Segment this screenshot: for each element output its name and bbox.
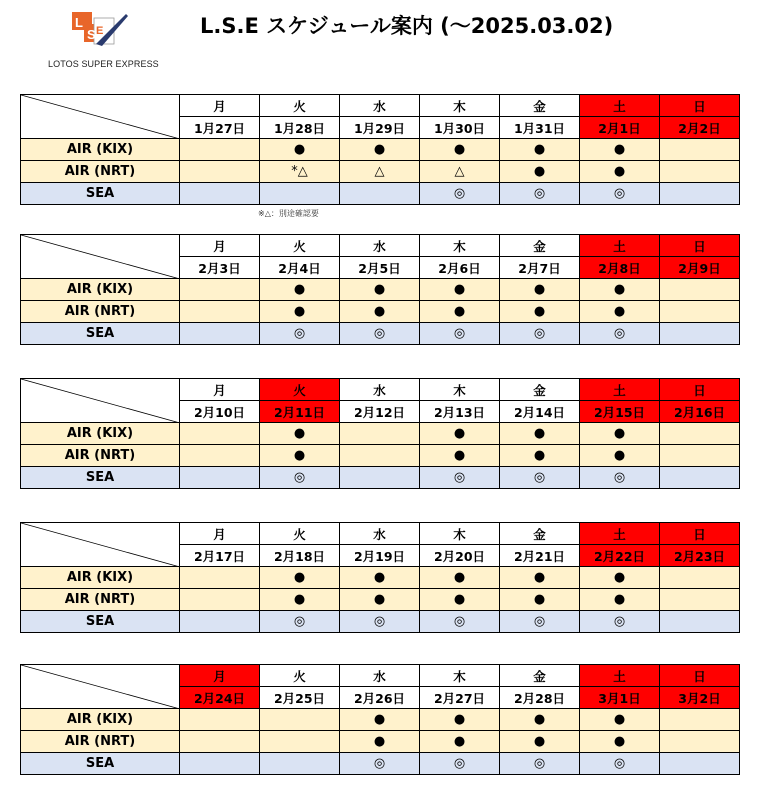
sea-service-row [21,323,740,345]
air-service-row [21,589,740,611]
schedule-cell: ◎ [580,183,660,205]
schedule-cell: ● [580,709,660,731]
schedule-cell: ● [260,139,340,161]
weekday-header: 木 [420,379,500,401]
schedule-cell: ◎ [420,753,500,775]
schedule-cell [180,423,260,445]
date-header: 2月7日 [500,257,580,279]
schedule-cell [340,423,420,445]
schedule-cell: ◎ [260,467,340,489]
date-header: 2月9日 [660,257,740,279]
footnote: ※△：別途確認要 [258,209,319,218]
schedule-cell [180,445,260,467]
schedule-cell: ● [580,161,660,183]
schedule-cell: ◎ [500,467,580,489]
schedule-cell: ◎ [580,611,660,633]
weekday-header: 火 [260,523,340,545]
schedule-cell [340,467,420,489]
date-header: 2月24日 [180,687,260,709]
schedule-cell: ● [580,139,660,161]
schedule-cell: ◎ [340,753,420,775]
date-header: 3月2日 [660,687,740,709]
company-logo [48,10,168,72]
schedule-cell [260,183,340,205]
date-header: 2月8日 [580,257,660,279]
schedule-cell: ● [340,589,420,611]
weekday-header: 土 [580,95,660,117]
date-header: 2月15日 [580,401,660,423]
weekday-header: 水 [340,235,420,257]
schedule-cell: ● [260,445,340,467]
date-header: 2月21日 [500,545,580,567]
schedule-cell: ● [580,589,660,611]
corner-cell [21,235,180,279]
service-label: AIR (NRT) [21,445,180,467]
schedule-cell: ◎ [260,611,340,633]
weekday-header: 火 [260,235,340,257]
date-header: 2月25日 [260,687,340,709]
weekday-header: 水 [340,523,420,545]
schedule-cell [180,183,260,205]
schedule-cell: ● [500,709,580,731]
schedule-cell: ● [500,279,580,301]
schedule-cell: ● [420,589,500,611]
schedule-cell [660,423,740,445]
weekday-header: 火 [260,379,340,401]
weekday-header: 日 [660,235,740,257]
schedule-cell [660,467,740,489]
schedule-cell: ● [420,709,500,731]
service-label: SEA [21,467,180,489]
schedule-cell: ● [420,301,500,323]
schedule-cell: △ [420,161,500,183]
date-header: 1月27日 [180,117,260,139]
air-service-row [21,161,740,183]
schedule-cell: ● [500,423,580,445]
schedule-cell [180,753,260,775]
corner-cell [21,523,180,567]
schedule-cell: ● [500,445,580,467]
schedule-cell: ◎ [500,611,580,633]
schedule-cell [180,589,260,611]
schedule-cell: ● [340,567,420,589]
schedule-cell: ● [340,301,420,323]
date-header: 2月13日 [420,401,500,423]
weekday-header: 月 [180,235,260,257]
schedule-cell [340,183,420,205]
week-table [20,378,740,489]
weekday-header: 土 [580,379,660,401]
date-header: 1月31日 [500,117,580,139]
schedule-cell: ● [420,139,500,161]
logo-text: LOTOS SUPER EXPRESS [48,59,159,69]
date-header: 2月16日 [660,401,740,423]
schedule-cell: ● [500,139,580,161]
schedule-cell [260,709,340,731]
schedule-cell [180,567,260,589]
schedule-cell [180,161,260,183]
air-service-row [21,301,740,323]
schedule-cell [660,709,740,731]
schedule-cell [660,139,740,161]
weekday-header: 木 [420,95,500,117]
schedule-cell: ◎ [420,611,500,633]
schedule-cell: ● [580,279,660,301]
svg-text:S: S [87,27,96,42]
schedule-cell: ◎ [340,323,420,345]
service-label: AIR (KIX) [21,279,180,301]
weekday-header: 水 [340,379,420,401]
schedule-cell [180,467,260,489]
date-header: 2月17日 [180,545,260,567]
weekday-header: 金 [500,379,580,401]
schedule-cell: ● [500,567,580,589]
service-label: SEA [21,611,180,633]
sea-service-row [21,183,740,205]
sea-service-row [21,753,740,775]
week-table [20,94,740,205]
schedule-cell [660,279,740,301]
schedule-cell [180,731,260,753]
schedule-cell [180,323,260,345]
date-header: 2月19日 [340,545,420,567]
schedule-cell [660,323,740,345]
schedule-cell: *△ [260,161,340,183]
corner-cell [21,379,180,423]
date-header: 2月6日 [420,257,500,279]
air-service-row [21,139,740,161]
weekday-header: 木 [420,235,500,257]
schedule-cell: ● [580,567,660,589]
air-service-row [21,731,740,753]
schedule-cell: ◎ [420,467,500,489]
weekday-header: 金 [500,665,580,687]
schedule-cell: ● [420,445,500,467]
schedule-cell [660,161,740,183]
schedule-cell: ◎ [420,183,500,205]
schedule-cell: ● [500,589,580,611]
schedule-cell [660,611,740,633]
date-header: 3月1日 [580,687,660,709]
service-label: SEA [21,753,180,775]
weekday-header: 日 [660,523,740,545]
air-service-row [21,423,740,445]
weekday-header: 木 [420,665,500,687]
schedule-cell: ◎ [500,323,580,345]
date-header: 1月30日 [420,117,500,139]
weekday-header: 月 [180,379,260,401]
schedule-cell: ● [500,161,580,183]
date-header: 2月23日 [660,545,740,567]
svg-text:E: E [96,25,104,37]
schedule-cell [260,731,340,753]
date-header: 1月28日 [260,117,340,139]
service-label: AIR (KIX) [21,567,180,589]
weekday-header: 水 [340,665,420,687]
weekday-header: 日 [660,95,740,117]
week-table [20,234,740,345]
schedule-cell [660,445,740,467]
date-header: 2月14日 [500,401,580,423]
schedule-cell: ◎ [340,611,420,633]
date-header: 2月2日 [660,117,740,139]
weekday-header: 日 [660,665,740,687]
date-header: 2月27日 [420,687,500,709]
weekday-header: 火 [260,95,340,117]
schedule-cell: ● [340,139,420,161]
date-header: 2月28日 [500,687,580,709]
schedule-cell: ● [420,423,500,445]
schedule-cell [340,445,420,467]
weekday-header: 火 [260,665,340,687]
schedule-cell: ● [340,709,420,731]
schedule-cell: ◎ [500,183,580,205]
sea-service-row [21,611,740,633]
schedule-cell: ● [500,301,580,323]
weekday-header: 月 [180,95,260,117]
date-header: 2月1日 [580,117,660,139]
service-label: AIR (KIX) [21,709,180,731]
schedule-cell [660,567,740,589]
schedule-cell [660,753,740,775]
service-label: AIR (NRT) [21,731,180,753]
date-header: 2月3日 [180,257,260,279]
date-header: 2月20日 [420,545,500,567]
page-title: L.S.E スケジュール案内 (～2025.03.02) [200,14,614,38]
date-header: 2月4日 [260,257,340,279]
date-header: 2月12日 [340,401,420,423]
schedule-cell: ● [260,279,340,301]
service-label: SEA [21,183,180,205]
weekday-header: 金 [500,235,580,257]
schedule-cell: ● [420,279,500,301]
schedule-cell [660,301,740,323]
weekday-header: 月 [180,665,260,687]
schedule-cell: ● [420,731,500,753]
schedule-cell: ● [580,731,660,753]
air-service-row [21,445,740,467]
schedule-cell: ◎ [580,753,660,775]
weekday-header: 土 [580,665,660,687]
schedule-cell [660,589,740,611]
schedule-cell [180,139,260,161]
air-service-row [21,709,740,731]
date-header: 2月18日 [260,545,340,567]
lse-logo-icon [72,10,130,52]
schedule-cell: ◎ [580,323,660,345]
service-label: AIR (NRT) [21,161,180,183]
schedule-cell: ◎ [500,753,580,775]
schedule-cell: △ [340,161,420,183]
date-header: 2月11日 [260,401,340,423]
svg-text:L: L [75,15,83,30]
schedule-cell [660,731,740,753]
service-label: AIR (KIX) [21,139,180,161]
schedule-cell: ◎ [420,323,500,345]
schedule-cell: ● [500,731,580,753]
schedule-cell: ● [340,279,420,301]
air-service-row [21,567,740,589]
schedule-cell: ◎ [260,323,340,345]
weekday-header: 月 [180,523,260,545]
schedule-cell: ● [420,567,500,589]
corner-cell [21,665,180,709]
weekday-header: 水 [340,95,420,117]
schedule-cell [180,709,260,731]
air-service-row [21,279,740,301]
service-label: AIR (KIX) [21,423,180,445]
weekday-header: 土 [580,523,660,545]
date-header: 2月10日 [180,401,260,423]
service-label: SEA [21,323,180,345]
schedule-cell: ● [580,301,660,323]
schedule-cell [660,183,740,205]
schedule-cell: ● [260,423,340,445]
schedule-cell: ● [260,567,340,589]
corner-cell [21,95,180,139]
service-label: AIR (NRT) [21,301,180,323]
sea-service-row [21,467,740,489]
schedule-cell: ◎ [580,467,660,489]
date-header: 2月5日 [340,257,420,279]
weekday-header: 金 [500,95,580,117]
schedule-cell [180,279,260,301]
weekday-header: 木 [420,523,500,545]
date-header: 2月26日 [340,687,420,709]
date-header: 2月22日 [580,545,660,567]
schedule-cell: ● [260,301,340,323]
week-table [20,664,740,775]
service-label: AIR (NRT) [21,589,180,611]
date-header: 1月29日 [340,117,420,139]
schedule-cell [180,611,260,633]
schedule-cell: ● [260,589,340,611]
schedule-cell: ● [580,423,660,445]
schedule-cell [260,753,340,775]
schedule-cell [180,301,260,323]
week-table [20,522,740,633]
schedule-cell: ● [580,445,660,467]
schedule-cell: ● [340,731,420,753]
weekday-header: 日 [660,379,740,401]
weekday-header: 金 [500,523,580,545]
weekday-header: 土 [580,235,660,257]
